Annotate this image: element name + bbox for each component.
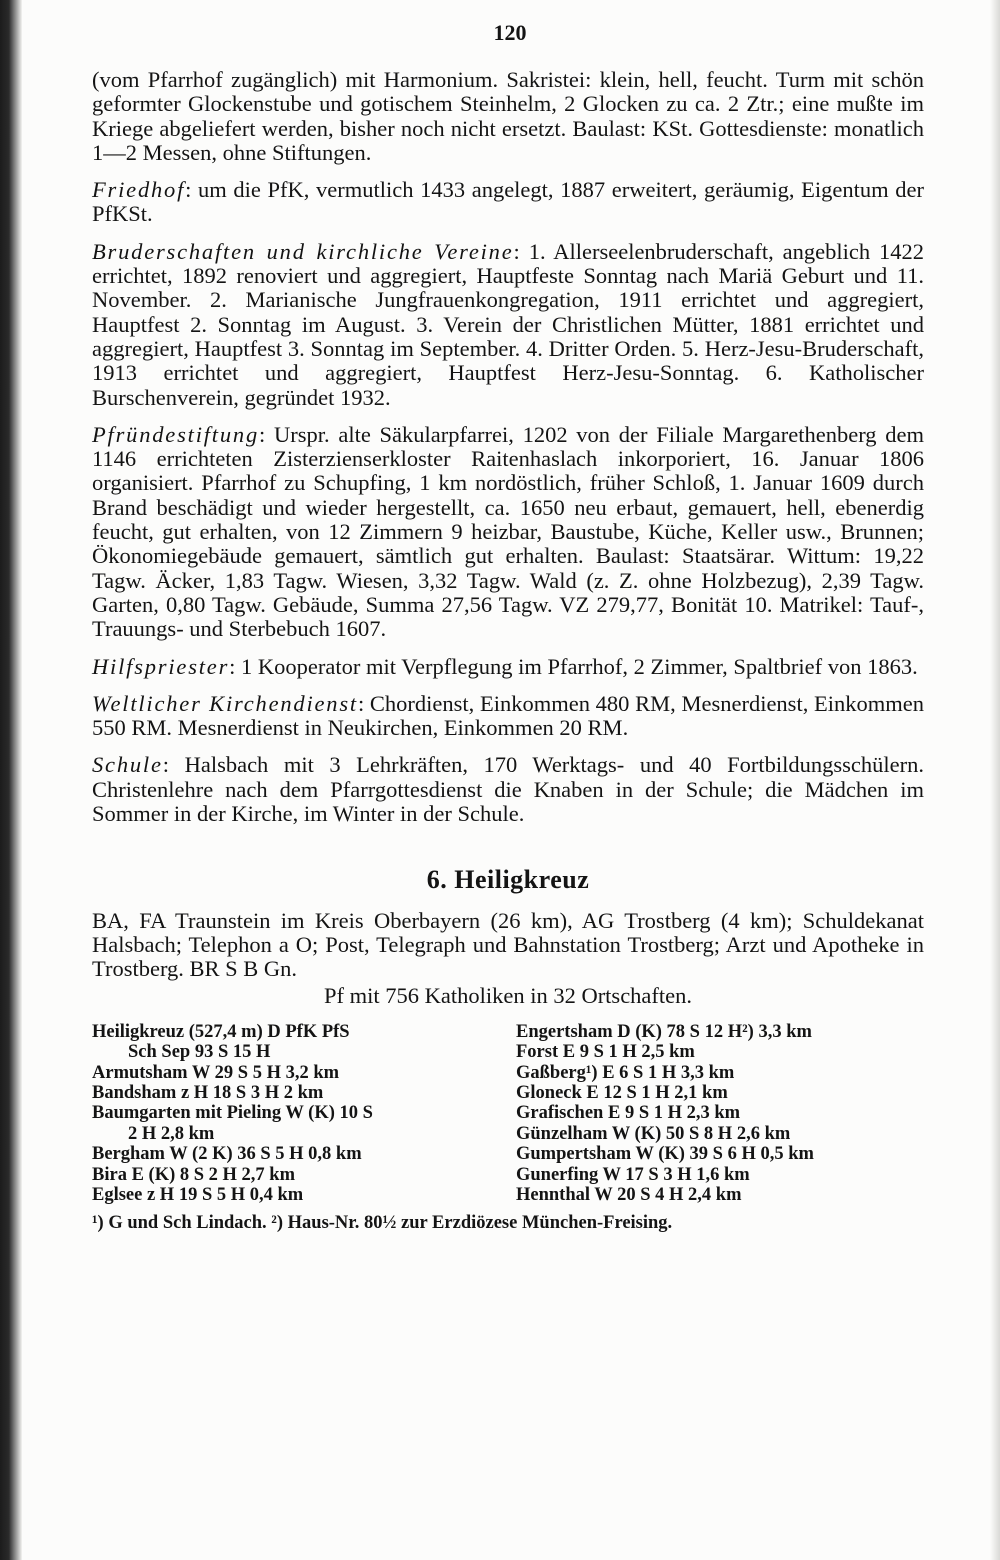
place-entry: Gloneck E 12 S 1 H 2,1 km <box>516 1083 728 1104</box>
section-hilfspriester: Hilfspriester: 1 Kooperator mit Verpflegung im Pfarrhof, 2 Zimmer, Spaltbrief von 1863. <box>92 653 918 679</box>
place-entry: Bira E (K) 8 S 2 H 2,7 km <box>92 1164 295 1185</box>
page-edge <box>990 0 1000 1560</box>
place-entry: Gunerfing W 17 S 3 H 1,6 km <box>516 1164 750 1185</box>
section-heading: Bruderschaften und kirchliche Vereine <box>92 238 514 264</box>
place-entry: Sch Sep 93 S 15 H <box>128 1042 271 1063</box>
place-entry: Gumpertsham W (K) 39 S 6 H 0,5 km <box>516 1144 814 1165</box>
section-kirchendienst: Weltlicher Kirchendienst: Chordienst, Einkommen 480 RM, Mesnerdienst, Einkommen 550 RM. Mesnerdienst in Neukirchen, Einkommen 20 RM. <box>92 690 925 741</box>
places-list <box>92 1022 924 1206</box>
intro-paragraph: (vom Pfarrhof zugänglich) mit Harmonium. Sakristei: klein, hell, feucht. Turm mit schön geformter Glockenstube und gotischem Steinhelm, 2 Glocken zu ca. 2 Ztr.; eine mußte im Kriege abgeliefert werden, bisher noch nicht ersetzt. Baulast: KSt. Gottesdienste: monatlich 1—2 Messen, ohne Stiftungen. <box>92 67 924 165</box>
place-entry: Bergham W (2 K) 36 S 5 H 0,8 km <box>92 1144 362 1165</box>
place-entry: Grafischen E 9 S 1 H 2,3 km <box>516 1103 741 1124</box>
section-text: um die PfK, vermutlich 1433 angelegt, 1887 erweitert, geräumig, Eigentum der PfKSt. <box>92 177 925 227</box>
places-column-right <box>516 1022 924 1206</box>
body-text <box>92 68 924 1236</box>
section-heading: Weltlicher Kirchendienst <box>92 690 358 716</box>
place-entry: Heiligkreuz (527,4 m) D PfK PfS <box>92 1021 350 1042</box>
place-entry: Hennthal W 20 S 4 H 2,4 km <box>516 1185 742 1206</box>
section-text: Urspr. alte Säkularpfarrei, 1202 von der Filiale Margarethenberg dem 1146 errichteten Zisterzienserkloster Raitenhaslach inkorporiert, 16. Januar 1806 organisiert. Pfarrhof zu Schupfing, 1 km nordöstlich, früher Schloß, 1. Januar 1609 durch Brand beschädigt und wieder hergestellt, ca. 1650 neu erbaut, gemauert, hell, ebenerdig feucht, gut erhalten, von 12 Zimmern 9 heizbar, Baustube, Küche, Keller usw., Brunnen; Ökonomiegebäude gemauert, sämtlich gut erhalten. Baulast: Staatsärar. Wittum: 19,22 Tagw. Äcker, 1,83 Tagw. Wiesen, 3,32 Tagw. Wald (z. Z. ohne Holzbezug), 2,39 Tagw. Garten, 0,80 Tagw. Gebäude, Summa 27,56 Tagw. VZ 279,77, Bonität 10. Matrikel: Tauf-, Trauungs- und Sterbebuch 1607. <box>92 421 924 642</box>
parish-title: 6. Heiligkreuz <box>426 865 590 895</box>
footnote: ¹) G und Sch Lindach. ²) Haus-Nr. 80½ zur Erzdiözese München-Freising. <box>92 1213 673 1234</box>
place-entry: Engertsham D (K) 78 S 12 H²) 3,3 km <box>516 1021 812 1042</box>
section-heading: Schule <box>92 752 163 778</box>
place-entry: 2 H 2,8 km <box>128 1123 215 1144</box>
section-heading: Pfründestiftung <box>92 421 259 447</box>
place-entry: Armutsham W 29 S 5 H 3,2 km <box>92 1062 340 1083</box>
section-pfruendestiftung: Pfründestiftung: Urspr. alte Säkularpfarrei, 1202 von der Filiale Margarethenberg dem 1146 errichteten Zisterzienserkloster Raitenhaslach inkorporiert, 16. Januar 1806 organisiert. Pfarrhof zu Schupfing, 1 km nordöstlich, früher Schloß, 1. Januar 1609 durch Brand beschädigt und wieder hergestellt, ca. 1650 neu erbaut, gemauert, hell, ebenerdig feucht, gut erhalten, von 12 Zimmern 9 heizbar, Baustube, Küche, Keller usw., Brunnen; Ökonomiegebäude gemauert, sämtlich gut erhalten. Baulast: Staatsärar. Wittum: 19,22 Tagw. Äcker, 1,83 Tagw. Wiesen, 3,32 Tagw. Wald (z. Z. ohne Holzbezug), 2,39 Tagw. Garten, 0,80 Tagw. Gebäude, Summa 27,56 Tagw. VZ 279,77, Bonität 10. Matrikel: Tauf-, Trauungs- und Sterbebuch 1607. <box>92 421 924 642</box>
section-bruderschaften: Bruderschaften und kirchliche Vereine: 1. Allerseelenbruderschaft, angeblich 1422 errichtet, 1892 renoviert und aggregiert, Hauptfeste Sonntag nach Mariä Geburt und 11. November. 2. Marianische Jungfrauenkongregation, 1911 errichtet und aggregiert, Hauptfest 2. Sonntag im August. 3. Verein der Christlichen Mütter, 1881 errichtet und aggregiert, Hauptfest 3. Sonntag im September. 4. Dritter Orden. 5. Herz-Jesu-Bruderschaft, 1913 errichtet und aggregiert, Hauptfest Herz-Jesu-Sonntag. 6. Katholischer Burschenverein, gegründet 1932. <box>92 238 925 410</box>
place-entry: Günzelham W (K) 50 S 8 H 2,6 km <box>516 1123 791 1144</box>
section-schule: Schule: Halsbach mit 3 Lehrkräften, 170 Werktags- und 40 Fortbildungsschülern. Christenlehre nach dem Pfarrgottesdienst die Knaben in der Schule; die Mädchen im Sommer in der Kirche, im Winter in der Schule. <box>92 752 925 827</box>
section-text: 1. Allerseelenbruderschaft, angeblich 1422 errichtet, 1892 renoviert und aggregiert, Hauptfeste Sonntag nach Mariä Geburt und 11. November. 2. Marianische Jungfrauenkongregation, 1911 errichtet und aggregiert, Hauptfest 2. Sonntag im August. 3. Verein der Christlichen Mütter, 1881 errichtet und aggregiert, Hauptfest 3. Sonntag im September. 4. Dritter Orden. 5. Herz-Jesu-Bruderschaft, 1913 errichtet und aggregiert, Hauptfest Herz-Jesu-Sonntag. 6. Katholischer Burschenverein, gegründet 1932. <box>92 238 925 410</box>
page-gutter-shadow <box>0 0 22 1560</box>
section-text: Halsbach mit 3 Lehrkräften, 170 Werktags- und 40 Fortbildungsschülern. Christenlehre nach dem Pfarrgottesdienst die Knaben in der Schule; die Mädchen im Sommer in der Kirche, im Winter in der Schule. <box>92 752 925 827</box>
page-number: 120 <box>493 20 527 45</box>
section-text: 1 Kooperator mit Verpflegung im Pfarrhof, 2 Zimmer, Spaltbrief von 1863. <box>241 653 918 679</box>
place-entry: Eglsee z H 19 S 5 H 0,4 km <box>92 1185 304 1206</box>
section-heading: Hilfspriester <box>92 653 230 679</box>
place-entry: Baumgarten mit Pieling W (K) 10 S <box>92 1103 373 1124</box>
parish-info: BA, FA Traunstein im Kreis Oberbayern (26 km), AG Trostberg (4 km); Schuldekanat Halsbach; Telephon a O; Post, Telegraph und Bahnstation Trostberg; Arzt und Apotheke in Trostberg. BR S B Gn. <box>92 907 924 982</box>
section-friedhof: Friedhof: um die PfK, vermutlich 1433 angelegt, 1887 erweitert, geräumig, Eigentum der PfKSt. <box>92 177 925 227</box>
parish-summary: Pf mit 756 Katholiken in 32 Ortschaften. <box>323 982 693 1008</box>
places-column-left <box>92 1022 500 1206</box>
place-entry: Bandsham z H 18 S 3 H 2 km <box>92 1083 324 1104</box>
place-entry: Forst E 9 S 1 H 2,5 km <box>516 1042 695 1063</box>
place-entry: Gaßberg¹) E 6 S 1 H 3,3 km <box>516 1062 735 1083</box>
section-text: Chordienst, Einkommen 480 RM, Mesnerdienst, Einkommen 550 RM. Mesnerdienst in Neukirchen, Einkommen 20 RM. <box>92 690 925 741</box>
section-heading: Friedhof <box>92 177 186 203</box>
